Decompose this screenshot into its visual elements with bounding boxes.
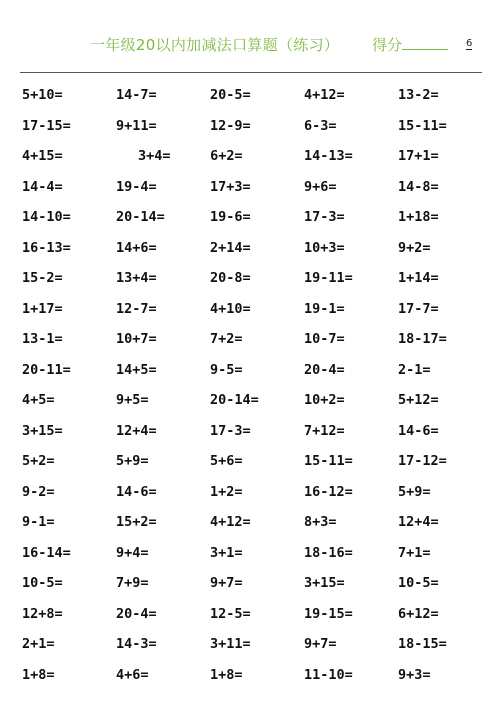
problem-item: 1+2= [210,483,243,500]
problem-item: 9+7= [304,636,337,653]
problem-item: 16-12= [304,483,353,500]
problem-row [22,202,492,233]
problem-row [22,324,492,355]
problem-item: 6+12= [398,605,439,622]
problem-item: 12+4= [116,422,157,439]
problem-item: 9-2= [22,483,55,500]
problem-item: 4+10= [210,300,251,317]
problem-item: 11-10= [304,666,353,683]
problem-item: 4+5= [22,392,55,409]
problem-item: 19-6= [210,209,251,226]
problem-row [22,599,492,630]
problem-item: 9+5= [116,392,149,409]
problem-item: 9+6= [304,178,337,195]
problem-item: 19-1= [304,300,345,317]
problem-item: 14-10= [22,209,71,226]
problem-row [22,660,492,691]
problem-item: 17+3= [210,178,251,195]
problem-row [22,172,492,203]
problem-item: 17+1= [398,148,439,165]
problem-item: 3+15= [22,422,63,439]
problem-item: 5+2= [22,453,55,470]
problem-item: 6+2= [210,148,243,165]
problem-item: 20-8= [210,270,251,287]
problem-item: 18-17= [398,331,447,348]
problem-item: 5+9= [116,453,149,470]
problem-row [22,294,492,325]
problem-row [22,446,492,477]
problem-item: 10-5= [22,575,63,592]
problem-item: 9-5= [210,361,243,378]
problem-item: 9+3= [398,666,431,683]
header-divider [20,72,482,73]
problem-row [22,263,492,294]
problem-item: 10-7= [304,331,345,348]
problem-item: 7+2= [210,331,243,348]
problem-row [22,416,492,447]
problem-item: 8+3= [304,514,337,531]
problem-item: 5+10= [22,87,63,104]
problem-item: 3+11= [210,636,251,653]
problem-item: 15-11= [304,453,353,470]
problem-item: 20-4= [116,605,157,622]
problem-item: 12+8= [22,605,63,622]
problem-row [22,111,492,142]
problem-item: 19-11= [304,270,353,287]
problem-item: 14-6= [116,483,157,500]
problem-item: 17-3= [210,422,251,439]
problem-item: 17-15= [22,117,71,134]
problem-row [22,538,492,569]
problem-item: 12-7= [116,300,157,317]
problem-item: 14+6= [116,239,157,256]
problem-item: 16-14= [22,544,71,561]
problem-row [22,233,492,264]
problem-item: 14-6= [398,422,439,439]
problem-item: 15-11= [398,117,447,134]
score-blank-line [402,35,448,50]
problem-item: 9-1= [22,514,55,531]
problem-item: 14-8= [398,178,439,195]
problem-item: 1+8= [210,666,243,683]
page-number: 6 [466,38,473,49]
problem-item: 13+4= [116,270,157,287]
problem-item: 1+18= [398,209,439,226]
problem-item: 18-16= [304,544,353,561]
problem-item: 16-13= [22,239,71,256]
problem-item: 9+7= [210,575,243,592]
problem-item: 15-2= [22,270,63,287]
problem-row [22,80,492,111]
problem-item: 10-5= [398,575,439,592]
problem-item: 9+4= [116,544,149,561]
problem-item: 12+4= [398,514,439,531]
problem-item: 14-13= [304,148,353,165]
problem-item: 15+2= [116,514,157,531]
problem-item: 14+5= [116,361,157,378]
problem-item: 5+12= [398,392,439,409]
problem-item: 18-15= [398,636,447,653]
problem-item: 4+12= [210,514,251,531]
problem-item: 9+2= [398,239,431,256]
problem-item: 14-3= [116,636,157,653]
problem-item: 7+9= [116,575,149,592]
problem-item: 19-15= [304,605,353,622]
problem-item: 1+17= [22,300,63,317]
problem-item: 4+15= [22,148,63,165]
problem-item: 20-11= [22,361,71,378]
problem-item: 20-4= [304,361,345,378]
problem-item: 10+2= [304,392,345,409]
problem-row [22,385,492,416]
problem-row [22,141,492,172]
problem-item: 14-7= [116,87,157,104]
problem-item: 10+3= [304,239,345,256]
problem-item: 14-4= [22,178,63,195]
problem-item: 2+1= [22,636,55,653]
problem-item: 20-5= [210,87,251,104]
problem-item: 20-14= [210,392,259,409]
problem-row [22,629,492,660]
problem-item: 1+8= [22,666,55,683]
problem-item: 3+1= [210,544,243,561]
problem-row [22,568,492,599]
worksheet-title: 一年级20以内加减法口算题（练习） [90,36,340,54]
problem-item: 4+6= [116,666,149,683]
problem-item: 2-1= [398,361,431,378]
problem-item: 9+11= [116,117,157,134]
problem-row [22,507,492,538]
problem-item: 5+9= [398,483,431,500]
worksheet-header [0,34,500,60]
problem-item: 17-7= [398,300,439,317]
score-field [372,34,448,55]
problem-row [22,477,492,508]
problem-item: 13-1= [22,331,63,348]
problem-item: 20-14= [116,209,165,226]
problem-item: 3+4= [137,148,171,165]
problem-item: 1+14= [398,270,439,287]
problem-row [22,355,492,386]
problem-item: 2+14= [210,239,251,256]
problem-item: 12-5= [210,605,251,622]
problem-item: 7+1= [398,544,431,561]
problem-grid [22,80,492,690]
problem-item: 17-3= [304,209,345,226]
score-label: 得分 [372,36,403,54]
problem-item: 10+7= [116,331,157,348]
problem-item: 7+12= [304,422,345,439]
problem-item: 19-4= [116,178,157,195]
problem-item: 6-3= [304,117,337,134]
problem-item: 12-9= [210,117,251,134]
problem-item: 3+15= [304,575,345,592]
problem-item: 5+6= [210,453,243,470]
problem-item: 4+12= [304,87,345,104]
problem-item: 17-12= [398,453,447,470]
problem-item: 13-2= [398,87,439,104]
